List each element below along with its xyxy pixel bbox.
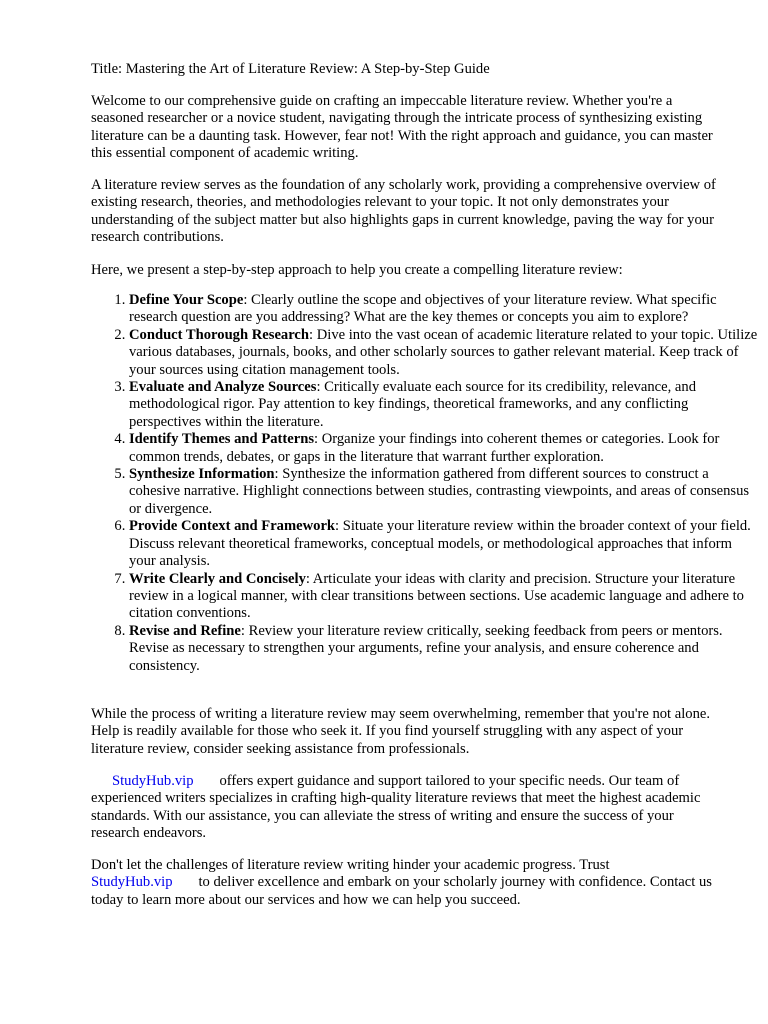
step-text: Synthesize the information gathered from different sources to construct a cohesive narrative. Highlight connections between studies, contrasting viewpoints, and areas of consensus or divergence. — [129, 466, 750, 517]
step-separator: : — [316, 379, 325, 396]
studyhub-link[interactable]: StudyHub.vip — [91, 874, 173, 891]
step-heading: Conduct Thorough Research — [129, 326, 310, 343]
step-heading: Write Clearly and Concisely — [129, 570, 306, 587]
step-text: Review your literature review critically, seeking feedback from peers or mentors. Revise as necessary to strengthen your arguments, refine your analysis, and ensure coherence and consistency. — [129, 622, 723, 674]
step-separator: : — [309, 326, 317, 343]
list-item — [129, 292, 759, 327]
step-heading: Evaluate and Analyze Sources — [129, 379, 317, 396]
step-text: Dive into the vast ocean of academic literature related to your topic. Utilize various databases, journals, books, and other scholarly sources to gather relevant material. Keep track of your sources using citation management tools. — [129, 326, 758, 378]
step-heading: Revise and Refine — [129, 622, 241, 639]
document-title: Title: Mastering the Art of Literature Review: A Step-by-Step Guide — [91, 61, 490, 77]
studyhub-link[interactable]: StudyHub.vip — [112, 773, 194, 789]
list-item — [129, 431, 759, 466]
step-text: Critically evaluate each source for its credibility, relevance, and methodological rigor. Pay attention to key findings, theoretical frameworks, and any conflicting perspectives within the literature. — [129, 379, 696, 430]
step-heading: Identify Themes and Patterns — [129, 431, 314, 448]
step-separator: : — [243, 292, 252, 308]
step-separator: : — [305, 570, 313, 587]
approach-intro-paragraph: Here, we present a step-by-step approach to help you create a compelling literature review: — [91, 262, 623, 278]
step-text: Clearly outline the scope and objectives of your literature review. What specific research question are you addressing? What are the key themes or concepts you aim to explore? — [129, 292, 717, 326]
process-paragraph: While the process of writing a literature review may seem overwhelming, remember that you're not alone. Help is readily available for those who seek it. If you find yourself struggling with any aspect of your literature review, consider seeking assistance from professionals. — [91, 706, 710, 757]
offer-text: offers expert guidance and support tailored to your specific needs. Our team of experienced writers specializes in crafting high-quality literature reviews that meet the highest academic standards. With our assistance, you can alleviate the stress of writing and ensure the success of your research endeavors. — [91, 773, 701, 842]
foundation-paragraph: A literature review serves as the foundation of any scholarly work, providing a comprehensive overview of existing research, theories, and methodologies relevant to your topic. It not only demonstrates your understanding of the subject matter but also highlights gaps in current knowledge, paving the way for your research contributions. — [91, 177, 716, 246]
list-item — [129, 379, 759, 431]
steps-list — [91, 292, 759, 675]
list-item — [129, 518, 759, 570]
step-text: Situate your literature review within the broader context of your field. Discuss relevant theoretical frameworks, conceptual models, or methodological approaches that inform your analysis. — [129, 518, 751, 570]
intro-paragraph: Welcome to our comprehensive guide on crafting an impeccable literature review. Whether you're a seasoned researcher or a novice student, navigating through the intricate process of synthesizing existing literature can be a daunting task. However, fear not! With the right approach and guidance, you can master this essential component of academic writing. — [91, 93, 713, 162]
closing-text-before: Don't let the challenges of literature review writing hinder your academic progress. Trust — [91, 857, 610, 873]
list-item — [129, 623, 759, 675]
step-separator: : — [274, 466, 283, 483]
step-heading: Define Your Scope — [129, 292, 244, 308]
list-item — [129, 571, 759, 623]
list-item — [129, 327, 759, 379]
step-text: Articulate your ideas with clarity and precision. Structure your literature review in a logical manner, with clear transitions between sections. Use academic language and adhere to citation conventions. — [129, 570, 744, 622]
step-text: Organize your findings into coherent themes or categories. Look for common trends, debates, or gaps in the literature that warrant further exploration. — [129, 431, 720, 465]
step-separator: : — [335, 518, 343, 535]
list-item — [129, 466, 759, 518]
offer-paragraph — [91, 773, 721, 843]
step-separator: : — [314, 431, 322, 448]
closing-paragraph — [91, 857, 721, 909]
step-heading: Provide Context and Framework — [129, 518, 336, 535]
step-heading: Synthesize Information — [129, 466, 275, 483]
step-separator: : — [240, 622, 249, 639]
closing-text-after: to deliver excellence and embark on your scholarly journey with confidence. Contact us today to learn more about our services and how we can help you succeed. — [91, 874, 712, 908]
